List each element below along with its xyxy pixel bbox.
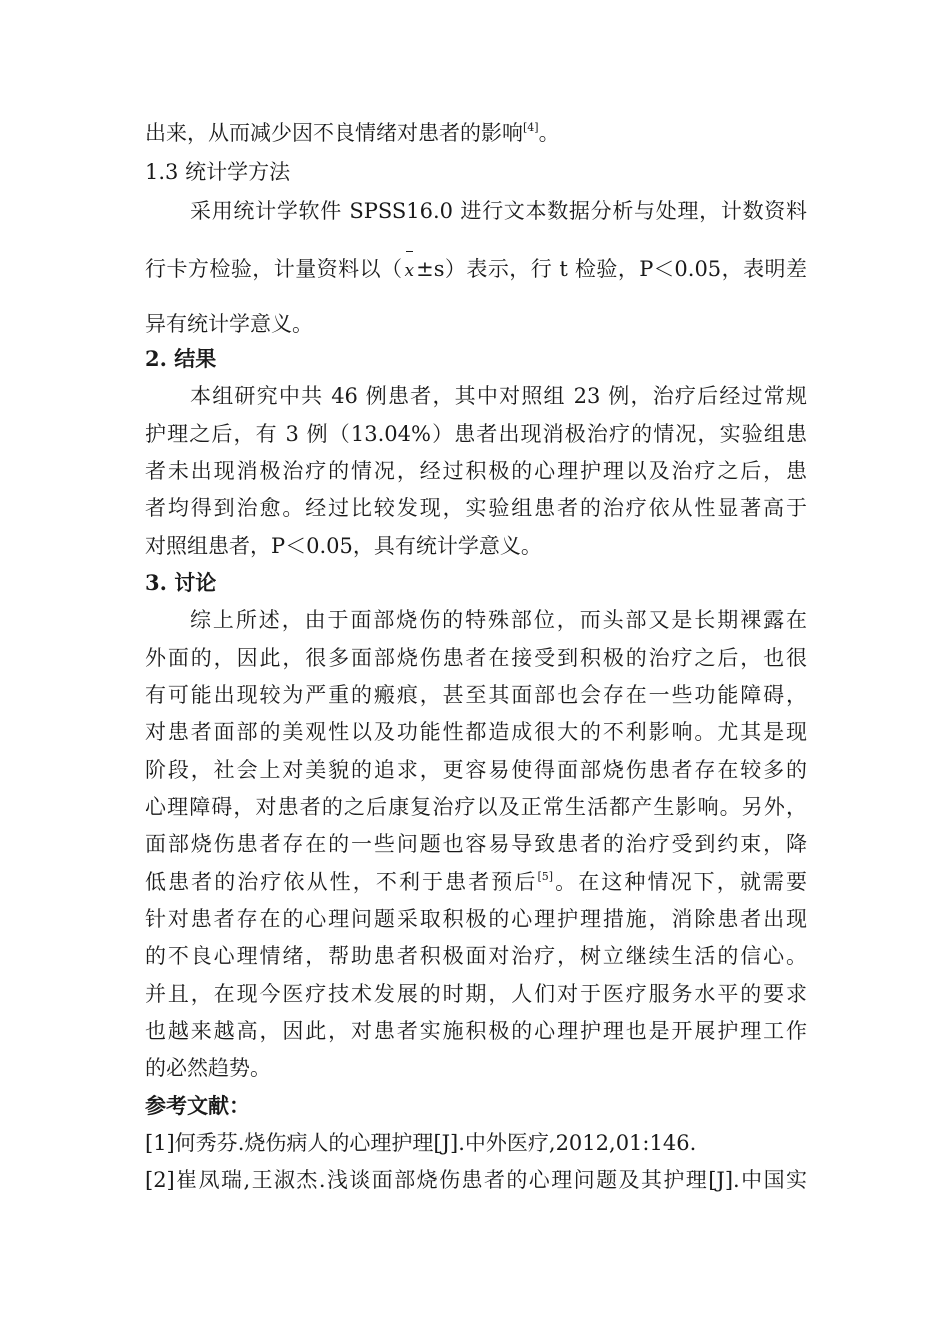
paragraph-line: 的必然趋势。 — [145, 1056, 271, 1080]
paragraph-line — [145, 868, 807, 896]
section-heading-1-3: 1.3 统计学方法 — [145, 160, 291, 184]
paragraph-line: 阶段，社会上对美貌的追求，更容易使得面部烧伤患者存在较多的 — [145, 758, 807, 782]
paragraph-line: 异有统计学意义。 — [145, 312, 313, 336]
paragraph-line: 者均得到治愈。经过比较发现，实验组患者的治疗依从性显著高于 — [145, 496, 807, 520]
reference-item: [1]何秀芬.烧伤病人的心理护理[J].中外医疗,2012,01:146. — [145, 1131, 697, 1155]
paragraph-line: 对照组患者，P＜0.05，具有统计学意义。 — [145, 534, 542, 558]
paragraph-line: 者未出现消极治疗的情况，经过积极的心理护理以及治疗之后，患 — [145, 459, 807, 483]
section-heading-discussion: 3. 讨论 — [145, 570, 217, 595]
paragraph-line — [145, 119, 807, 147]
paragraph-line: 并且，在现今医疗技术发展的时期，人们对于医疗服务水平的要求 — [145, 982, 807, 1006]
paragraph-line: 心理障碍，对患者的之后康复治疗以及正常生活都产生影响。另外， — [145, 795, 807, 819]
text-run: 出来，从而减少因不良情绪对患者的影响 — [145, 121, 523, 145]
paragraph-line: 综上所述，由于面部烧伤的特殊部位，而头部又是长期裸露在 — [190, 608, 807, 632]
reference-item: [2]崔凤瑞,王淑杰.浅谈面部烧伤患者的心理问题及其护理[J].中国实 — [145, 1168, 807, 1192]
paragraph-line: 护理之后，有 3 例（13.04%）患者出现消极治疗的情况，实验组患 — [145, 422, 807, 446]
text-run: 。在这种情况下，就需要 — [553, 870, 808, 894]
section-heading-results: 2. 结果 — [145, 346, 217, 371]
paragraph-line: 外面的，因此，很多面部烧伤患者在接受到积极的治疗之后，也很 — [145, 646, 807, 670]
text-run: ±s）表示，行 t 检验，P＜0.05，表明差 — [416, 257, 808, 281]
paragraph-line: 面部烧伤患者存在的一些问题也容易导致患者的治疗受到约束，降 — [145, 832, 807, 856]
text-run: 低患者的治疗依从性，不利于患者预后 — [145, 870, 538, 894]
references-heading: 参考文献： — [145, 1093, 250, 1118]
paragraph-line: 的不良心理情绪，帮助患者积极面对治疗，树立继续生活的信心。 — [145, 944, 807, 968]
paragraph-line: 有可能出现较为严重的瘢痕，甚至其面部也会存在一些功能障碍， — [145, 683, 807, 707]
paragraph-line: 针对患者存在的心理问题采取积极的心理护理措施，消除患者出现 — [145, 907, 807, 931]
text-run: 行卡方检验，计量资料以（ — [145, 257, 403, 281]
paragraph-line: 对患者面部的美观性以及功能性都造成很大的不利影响。尤其是现 — [145, 720, 807, 744]
citation-ref: [5] — [537, 870, 554, 883]
citation-ref: [4] — [523, 121, 539, 134]
paragraph-line: 本组研究中共 46 例患者，其中对照组 23 例，治疗后经过常规 — [190, 384, 807, 408]
paragraph-line: 也越来越高，因此，对患者实施积极的心理护理也是开展护理工作 — [145, 1019, 807, 1043]
paragraph-line — [145, 255, 807, 285]
paragraph-line: 采用统计学软件 SPSS16.0 进行文本数据分析与处理，计数资料 — [190, 199, 807, 223]
text-run: 。 — [538, 121, 560, 145]
x-bar-symbol: x — [405, 257, 415, 285]
